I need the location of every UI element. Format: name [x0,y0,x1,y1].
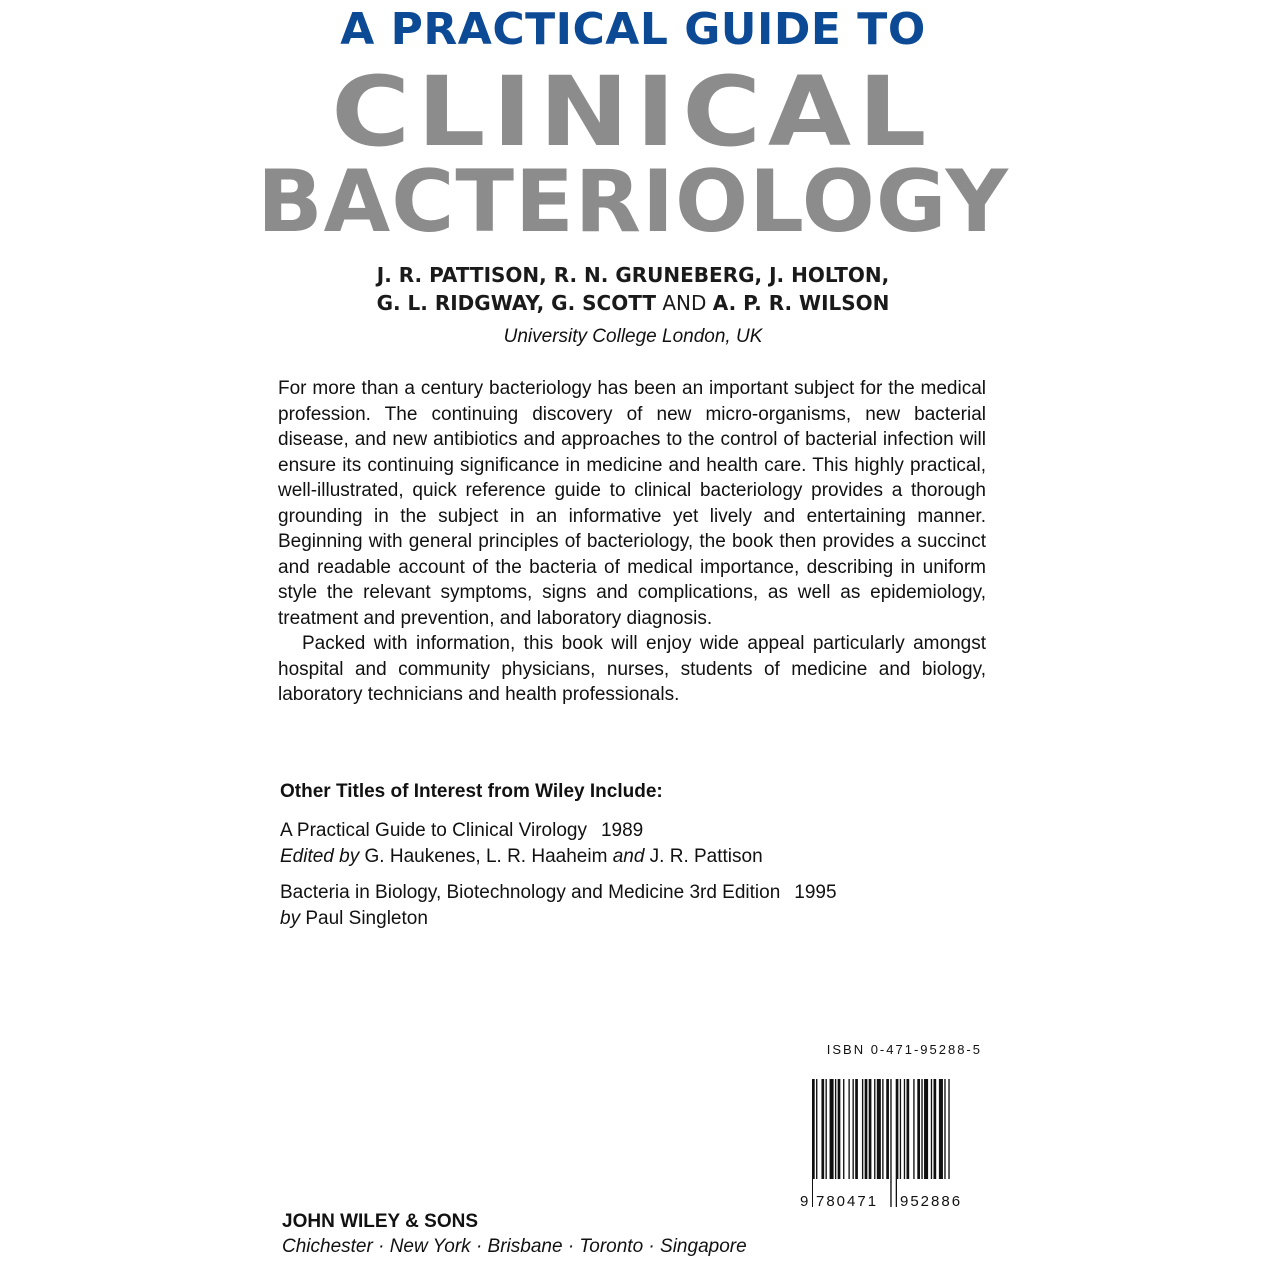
authors-line2-part2: A. P. R. WILSON [712,291,890,315]
authors-line2-part1: G. L. RIDGWAY, G. SCOTT [376,291,656,315]
other-title-entry [280,818,763,870]
other-title-line [280,880,837,906]
authors-and: AND [655,291,713,315]
other-title-line [280,818,763,844]
other-title-credit [280,844,763,870]
credit-prefix: Edited by [280,846,360,867]
authors-line1: J. R. PATTISON, R. N. GRUNEBERG, J. HOLTON, [376,263,890,287]
series-title: A PRACTICAL GUIDE TO [340,4,926,55]
book-title-line2: BACTERIOLOGY [257,152,1009,252]
isbn-label: ISBN 0-471-95288-5 [826,1042,982,1057]
other-title-credit [280,906,837,932]
book-title-line1: CLINICAL [331,56,934,168]
ean-first-digit: 9 [800,1193,809,1210]
credit-prefix: by [280,908,301,929]
ean-right-digits: 952886 [900,1193,963,1210]
other-title-name: Bacteria in Biology, Biotechnology and Medicine 3rd Edition [280,882,781,903]
credit-names: Paul Singleton [300,908,428,929]
authors-line2 [0,291,1266,315]
description-paragraph: Packed with information, this book will enjoy wide appeal particularly amongst hospital and community physicians, nurses, students of medicine and biology, laboratory technicians and health professionals. [278,633,986,705]
ean-left-digits: 780471 [816,1193,879,1210]
barcode-bar [890,1079,891,1207]
other-title-name: A Practical Guide to Clinical Virology [280,820,587,841]
credit-names: J. R. Pattison [644,846,763,867]
other-title-year: 1989 [600,820,644,841]
other-title-entry [280,880,837,932]
publisher-cities: Chichester · New York · Brisbane · Toronto · Singapore [282,1236,747,1257]
credit-names: G. Haukenes, L. R. Haaheim [359,846,613,867]
publisher-name: JOHN WILEY & SONS [282,1211,479,1232]
other-titles-heading: Other Titles of Interest from Wiley Include: [280,781,663,802]
book-description [278,376,986,708]
credit-and: and [612,846,645,867]
description-paragraph: For more than a century bacteriology has been an important subject for the medical profession. The continuing discovery of new micro-organisms, new bacterial disease, and new antibiotics and approaches to the control of bacterial infection will ensure its continuing significance in medicine and health care. This highly practical, well-illustrated, quick reference guide to clinical bacteriology provides a thorough grounding in the subject in an informative yet lively and entertaining manner. Beginning with general principles of bacteriology, the book then provides a succinct and readable account of the bacteria of medical importance, describing in uniform style the relevant symptoms, signs and complications, as well as epidemiology, treatment and prevention, and laboratory diagnosis. [278,378,986,629]
barcode-block [800,1042,982,1211]
other-title-year: 1995 [794,882,837,903]
affiliation: University College London, UK [503,326,763,347]
barcode-image [800,1061,982,1211]
